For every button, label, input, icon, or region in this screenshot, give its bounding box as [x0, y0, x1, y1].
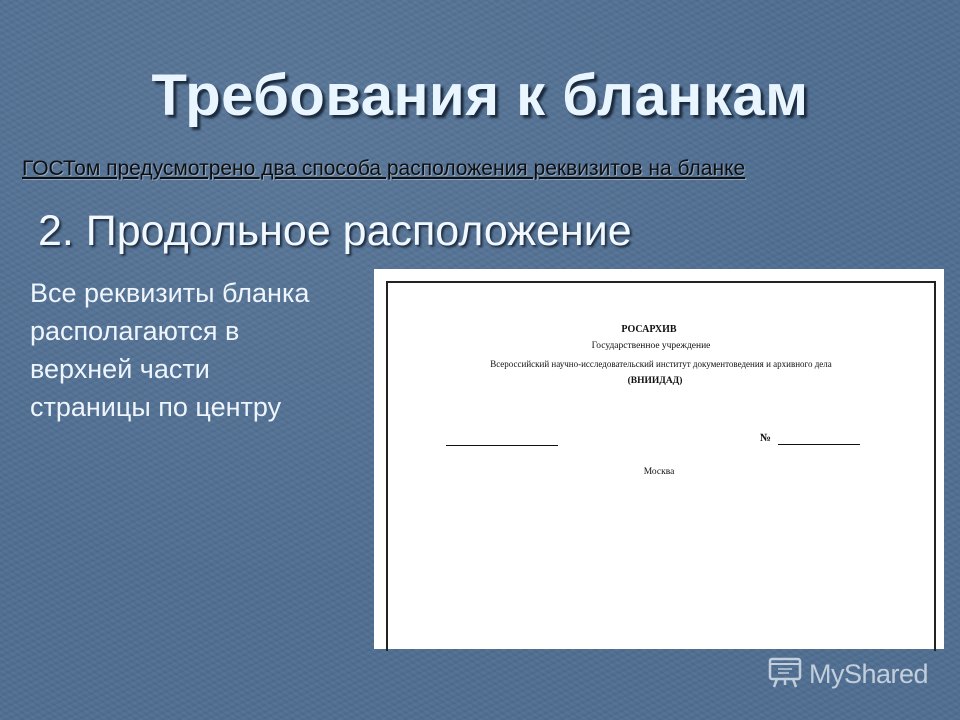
- form-number-sign: №: [760, 432, 772, 444]
- description-line: страницы по центру: [30, 392, 282, 422]
- form-border-frame: [386, 281, 936, 651]
- form-org-name: РОСАРХИВ: [621, 324, 677, 335]
- form-org-full-name: Всероссийский научно-исследовательский институт документоведения и архивного дела: [490, 359, 832, 369]
- form-org-type: Государственное учреждение: [591, 341, 711, 351]
- presentation-board-icon: [767, 654, 803, 695]
- form-date-line: [446, 445, 558, 446]
- description-line: располагаются в: [30, 316, 240, 346]
- description-line: верхней части: [30, 354, 210, 384]
- form-number-line: [778, 444, 860, 445]
- subheading: 2. Продольное расположение: [38, 207, 632, 255]
- form-sample-image: [374, 269, 944, 649]
- description-text: [30, 274, 370, 426]
- watermark-text: MyShared: [809, 659, 929, 689]
- gost-note: ГОСТом предусмотрено два способа расположения реквизитов на бланке: [22, 157, 746, 180]
- form-org-abbreviation: (ВНИИДАД): [627, 376, 683, 386]
- slide-title: Требования к бланкам: [151, 63, 809, 128]
- description-line: Все реквизиты бланка: [30, 278, 310, 308]
- form-city: Москва: [643, 467, 675, 477]
- watermark: [767, 654, 928, 695]
